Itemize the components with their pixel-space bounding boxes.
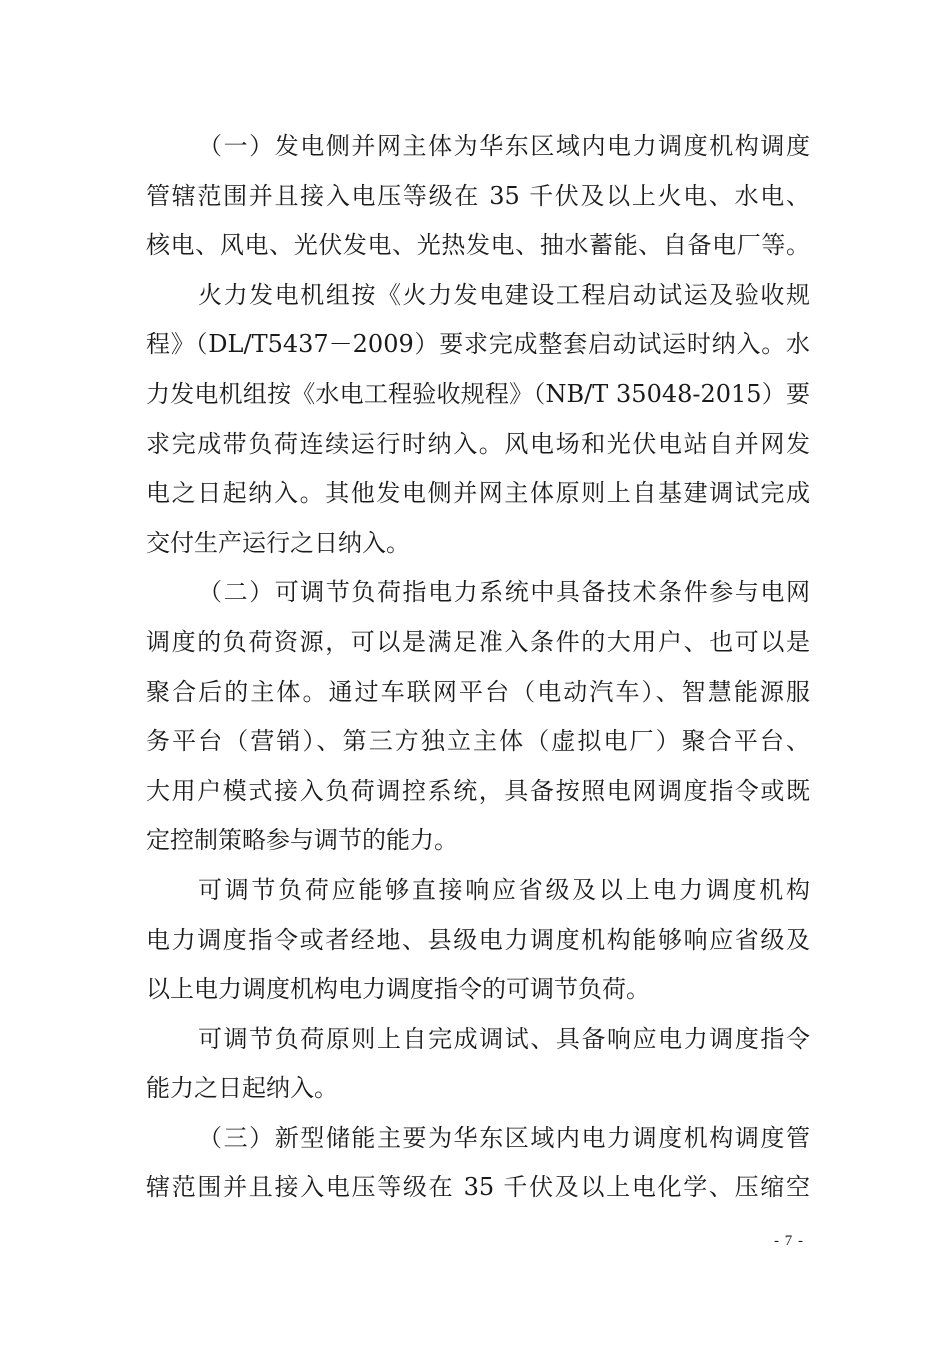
text-line: 调度的负荷资源，可以是满足准入条件的大用户、也可以是 — [146, 627, 810, 656]
text-line: 电之日起纳入。其他发电侧并网主体原则上自基建调试完成 — [146, 479, 810, 508]
text-line: 力发电机组按《水电工程验收规程》（NB/T 35048-2015）要 — [146, 379, 810, 408]
text-line: 辖范围并且接入电压等级在 35 千伏及以上电化学、压缩空 — [146, 1173, 810, 1202]
text-line: 交付生产运行之日纳入。 — [146, 528, 410, 557]
paragraph — [146, 568, 810, 866]
paragraph — [146, 1114, 810, 1213]
text-line: 可调节负荷应能够直接响应省级及以上电力调度机构 — [198, 875, 810, 904]
text-line: 大用户模式接入负荷调控系统，具备按照电网调度指令或既 — [146, 776, 810, 805]
text-line: 核电、风电、光伏发电、光热发电、抽水蓄能、自备电厂等。 — [146, 231, 810, 260]
text-line: 程》（DL/T5437－2009）要求完成整套启动试运时纳入。水 — [146, 330, 810, 359]
page-number: - 7 - — [774, 1233, 804, 1249]
text-line: 务平台（营销）、第三方独立主体（虚拟电厂）聚合平台、 — [146, 727, 810, 756]
paragraph — [146, 122, 810, 271]
paragraph — [146, 866, 810, 1015]
text-line: （三）新型储能主要为华东区域内电力调度机构调度管 — [198, 1123, 810, 1152]
paragraph — [146, 1015, 810, 1114]
text-line: （一）发电侧并网主体为华东区域内电力调度机构调度 — [198, 132, 810, 160]
text-line: 聚合后的主体。通过车联网平台（电动汽车）、智慧能源服 — [146, 677, 810, 706]
paragraph — [146, 271, 810, 569]
body-text — [146, 122, 810, 1213]
text-line: 管辖范围并且接入电压等级在 35 千伏及以上火电、水电、 — [146, 181, 810, 210]
text-line: 求完成带负荷连续运行时纳入。风电场和光伏电站自并网发 — [146, 429, 810, 458]
text-line: 定控制策略参与调节的能力。 — [146, 826, 458, 855]
text-line: 火力发电机组按《火力发电建设工程启动试运及验收规 — [198, 280, 810, 309]
text-line: 电力调度指令或者经地、县级电力调度机构能够响应省级及 — [146, 925, 810, 954]
text-line: 能力之日起纳入。 — [146, 1074, 338, 1103]
text-line: 可调节负荷原则上自完成调试、具备响应电力调度指令 — [198, 1024, 810, 1053]
text-line: （二）可调节负荷指电力系统中具备技术条件参与电网 — [198, 578, 810, 607]
text-line: 以上电力调度机构电力调度指令的可调节负荷。 — [146, 975, 650, 1004]
